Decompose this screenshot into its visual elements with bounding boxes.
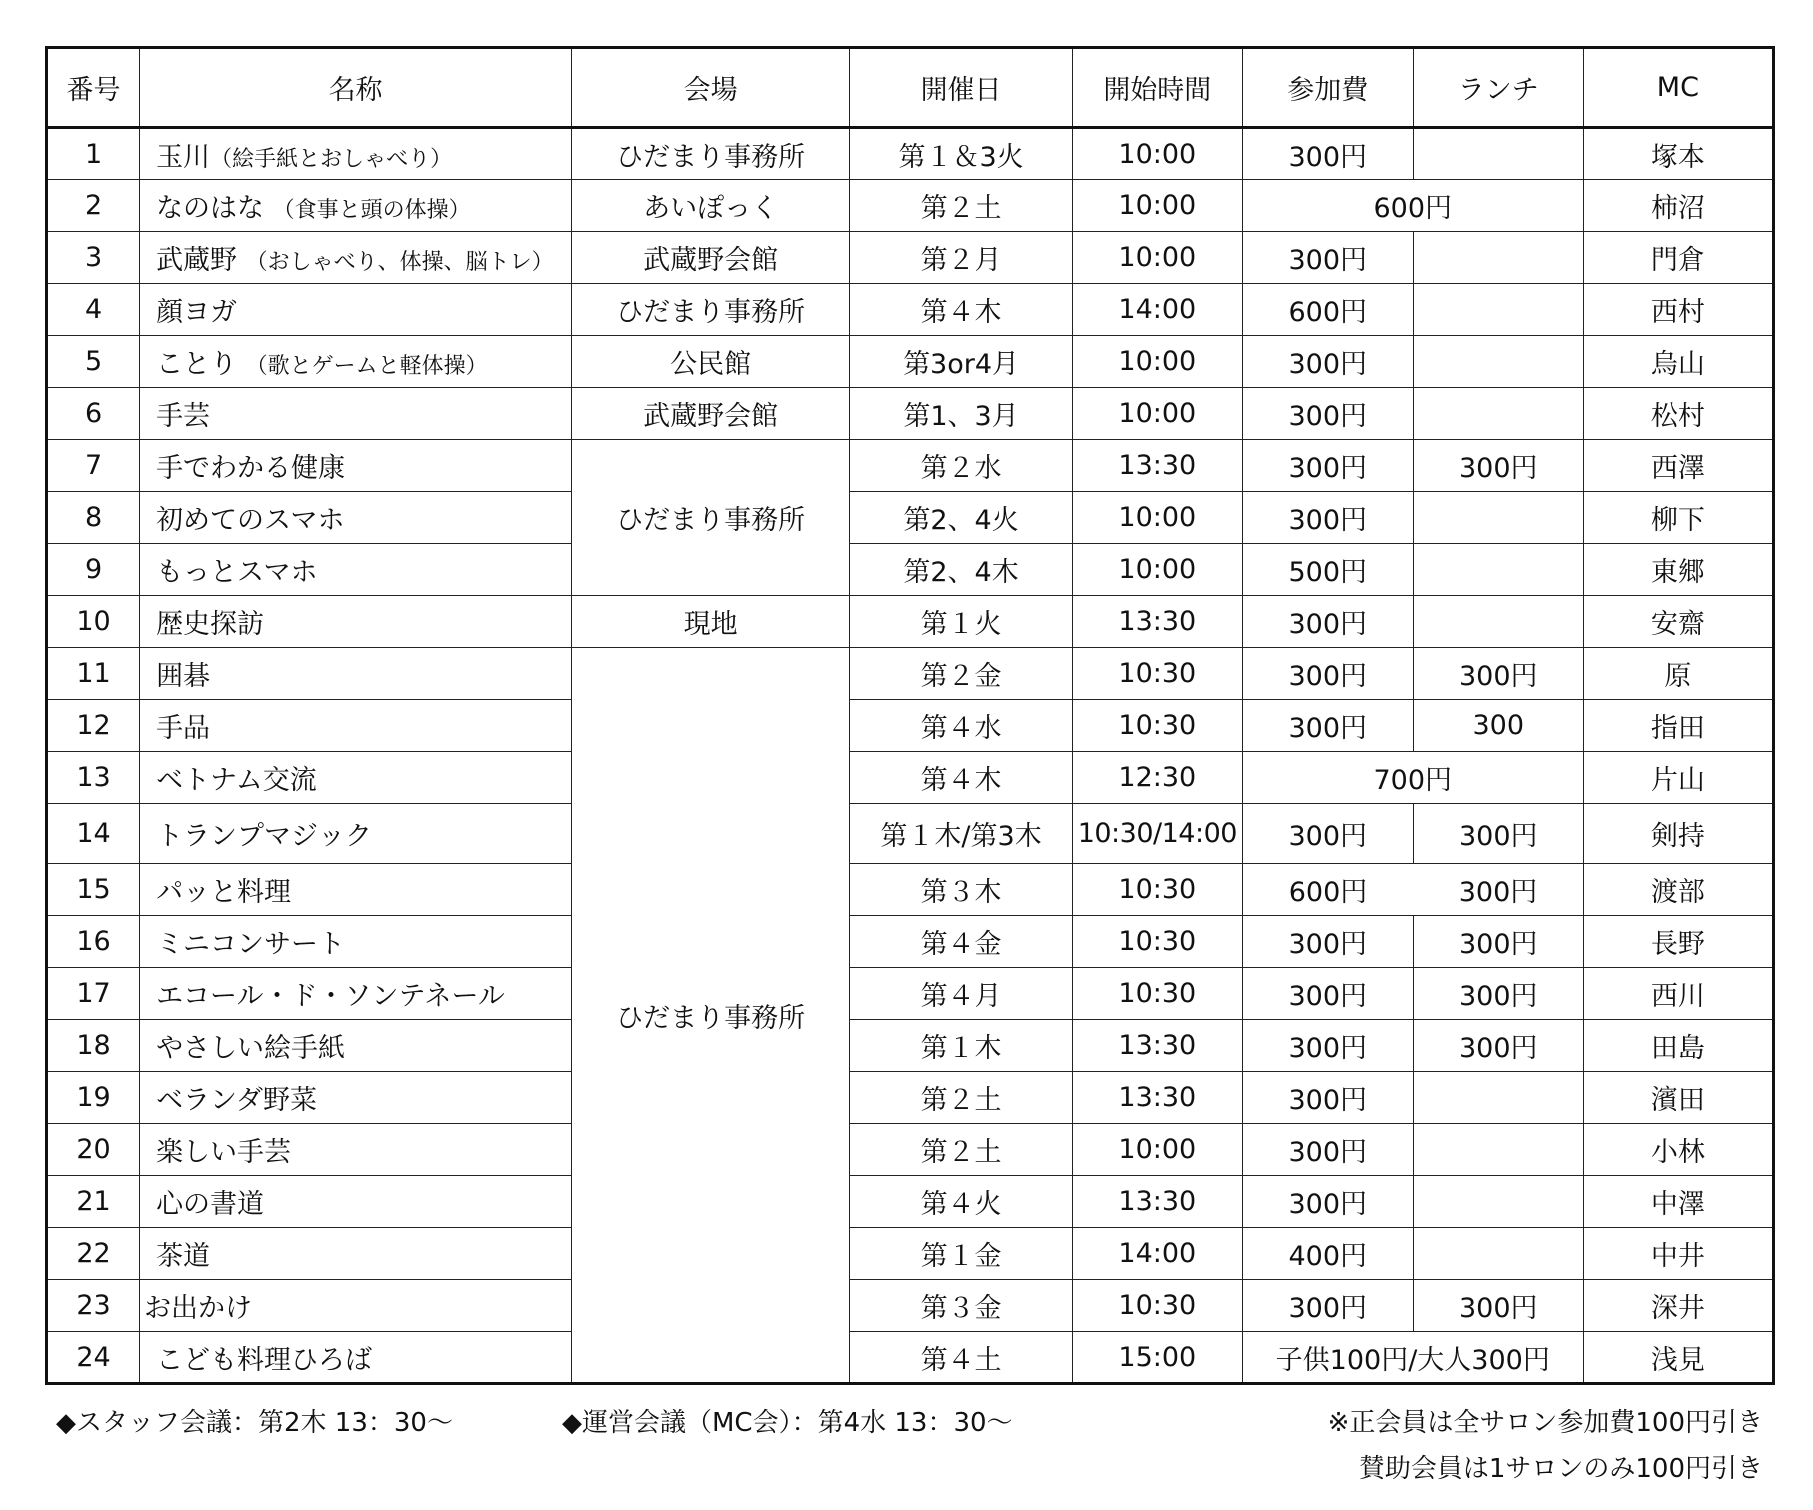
full-member-discount-note: ※正会員は全サロン参加費100円引き <box>1327 1408 1763 1438</box>
table-row <box>47 700 1774 752</box>
table-row <box>47 752 1774 804</box>
table-row <box>47 1124 1774 1176</box>
lunch <box>1413 284 1583 336</box>
lunch <box>1413 544 1583 596</box>
meeting-day: 第４金 <box>850 916 1073 968</box>
lunch: 300円 <box>1413 440 1583 492</box>
lunch <box>1413 128 1583 180</box>
meeting-day: 第４火 <box>850 1176 1073 1228</box>
row-number: 22 <box>47 1228 140 1280</box>
lunch: 300 <box>1413 700 1583 752</box>
row-number: 10 <box>47 596 140 648</box>
col-header-lunch: ランチ <box>1413 48 1583 128</box>
fee: 300円 <box>1242 916 1413 968</box>
table-row <box>47 1280 1774 1332</box>
col-header-time: 開始時間 <box>1072 48 1242 128</box>
start-time: 15:00 <box>1072 1332 1242 1384</box>
start-time: 10:00 <box>1072 180 1242 232</box>
meeting-day: 第２金 <box>850 648 1073 700</box>
start-time: 13:30 <box>1072 1072 1242 1124</box>
start-time: 13:30 <box>1072 596 1242 648</box>
lunch <box>1413 336 1583 388</box>
start-time: 10:30 <box>1072 916 1242 968</box>
table-row <box>47 1228 1774 1280</box>
fee-with-lunch: 子供100円/大人300円 <box>1242 1332 1583 1384</box>
table-row <box>47 232 1774 284</box>
salon-name: ベランダ野菜 <box>140 1072 572 1124</box>
start-time: 10:00 <box>1072 388 1242 440</box>
mc: 柳下 <box>1583 492 1773 544</box>
row-number: 19 <box>47 1072 140 1124</box>
mc: 烏山 <box>1583 336 1773 388</box>
venue: ひだまり事務所 <box>572 648 850 1384</box>
supporting-member-discount-note: 賛助会員は1サロンのみ100円引き <box>1358 1454 1763 1484</box>
row-number: 15 <box>47 864 140 916</box>
table-row <box>47 804 1774 864</box>
table-row <box>47 492 1774 544</box>
mc: 安齋 <box>1583 596 1773 648</box>
fee: 600円 <box>1242 864 1413 916</box>
meeting-day: 第3or4月 <box>850 336 1073 388</box>
fee: 300円 <box>1242 1020 1413 1072</box>
salon-name: ベトナム交流 <box>140 752 572 804</box>
start-time: 10:30 <box>1072 1280 1242 1332</box>
start-time: 10:00 <box>1072 232 1242 284</box>
salon-name-text: 武蔵野 <box>156 245 238 276</box>
salon-name-note: （食事と頭の体操） <box>272 198 471 223</box>
row-number: 12 <box>47 700 140 752</box>
mc: 田島 <box>1583 1020 1773 1072</box>
mc: 東郷 <box>1583 544 1773 596</box>
mc: 長野 <box>1583 916 1773 968</box>
meeting-day: 第２土 <box>850 1124 1073 1176</box>
fee: 300円 <box>1242 388 1413 440</box>
fee: 300円 <box>1242 1072 1413 1124</box>
lunch <box>1413 596 1583 648</box>
meeting-day: 第４水 <box>850 700 1073 752</box>
meeting-day: 第１木 <box>850 1020 1073 1072</box>
row-number: 24 <box>47 1332 140 1384</box>
start-time: 10:30/14:00 <box>1072 804 1242 864</box>
row-number: 4 <box>47 284 140 336</box>
mc: 浅見 <box>1583 1332 1773 1384</box>
venue: 武蔵野会館 <box>572 232 850 284</box>
row-number: 16 <box>47 916 140 968</box>
meeting-day: 第４土 <box>850 1332 1073 1384</box>
start-time: 14:00 <box>1072 1228 1242 1280</box>
mc: 原 <box>1583 648 1773 700</box>
venue: 現地 <box>572 596 850 648</box>
table-row <box>47 968 1774 1020</box>
mc: 小林 <box>1583 1124 1773 1176</box>
salon-name: 手でわかる健康 <box>140 440 572 492</box>
lunch <box>1413 1072 1583 1124</box>
lunch <box>1413 1176 1583 1228</box>
row-number: 13 <box>47 752 140 804</box>
row-number: 18 <box>47 1020 140 1072</box>
row-number: 14 <box>47 804 140 864</box>
mc: 塚本 <box>1583 128 1773 180</box>
mc: 柿沼 <box>1583 180 1773 232</box>
meeting-day: 第２月 <box>850 232 1073 284</box>
mc: 片山 <box>1583 752 1773 804</box>
row-number: 23 <box>47 1280 140 1332</box>
salon-name: もっとスマホ <box>140 544 572 596</box>
lunch <box>1413 1228 1583 1280</box>
salon-name <box>140 232 572 284</box>
lunch: 300円 <box>1413 1280 1583 1332</box>
fee: 300円 <box>1242 968 1413 1020</box>
row-number: 20 <box>47 1124 140 1176</box>
salon-name: 茶道 <box>140 1228 572 1280</box>
salon-name: 手品 <box>140 700 572 752</box>
start-time: 10:30 <box>1072 700 1242 752</box>
fee: 300円 <box>1242 1280 1413 1332</box>
meeting-day: 第１＆3火 <box>850 128 1073 180</box>
table-row <box>47 1176 1774 1228</box>
col-header-day: 開催日 <box>850 48 1073 128</box>
lunch: 300円 <box>1413 1020 1583 1072</box>
mc: 西澤 <box>1583 440 1773 492</box>
table-row <box>47 128 1774 180</box>
table-row <box>47 284 1774 336</box>
venue: ひだまり事務所 <box>572 128 850 180</box>
mc: 指田 <box>1583 700 1773 752</box>
meeting-day: 第４木 <box>850 284 1073 336</box>
table-row <box>47 388 1774 440</box>
meeting-day: 第１金 <box>850 1228 1073 1280</box>
row-number: 5 <box>47 336 140 388</box>
col-header-mc: MC <box>1583 48 1773 128</box>
meeting-day: 第２土 <box>850 180 1073 232</box>
fee-with-lunch: 600円 <box>1242 180 1583 232</box>
venue: ひだまり事務所 <box>572 440 850 596</box>
table-row <box>47 916 1774 968</box>
salon-name: トランプマジック <box>140 804 572 864</box>
start-time: 10:00 <box>1072 1124 1242 1176</box>
fee: 300円 <box>1242 1176 1413 1228</box>
staff-meeting-note: ◆スタッフ会議：第2木 13：30〜 <box>56 1408 453 1438</box>
table-row <box>47 180 1774 232</box>
mc: 中井 <box>1583 1228 1773 1280</box>
salon-name: 歴史探訪 <box>140 596 572 648</box>
mc: 濱田 <box>1583 1072 1773 1124</box>
table-row <box>47 544 1774 596</box>
start-time: 13:30 <box>1072 440 1242 492</box>
col-header-name: 名称 <box>140 48 572 128</box>
salon-name <box>140 180 572 232</box>
meeting-day: 第２水 <box>850 440 1073 492</box>
salon-name: エコール・ド・ソンテネール <box>140 968 572 1020</box>
salon-name: 手芸 <box>140 388 572 440</box>
fee: 300円 <box>1242 336 1413 388</box>
salon-name: やさしい絵手紙 <box>140 1020 572 1072</box>
table-row <box>47 648 1774 700</box>
lunch <box>1413 492 1583 544</box>
table-row <box>47 1332 1774 1384</box>
start-time: 13:30 <box>1072 1020 1242 1072</box>
meeting-day: 第３金 <box>850 1280 1073 1332</box>
mc: 渡部 <box>1583 864 1773 916</box>
mc: 深井 <box>1583 1280 1773 1332</box>
fee: 300円 <box>1242 440 1413 492</box>
col-header-fee: 参加費 <box>1242 48 1413 128</box>
start-time: 10:00 <box>1072 544 1242 596</box>
salon-name: 心の書道 <box>140 1176 572 1228</box>
row-number: 2 <box>47 180 140 232</box>
salon-schedule-table <box>45 46 1775 1385</box>
salon-name-note: （歌とゲームと軽体操） <box>245 354 488 379</box>
col-header-no: 番号 <box>47 48 140 128</box>
mc: 松村 <box>1583 388 1773 440</box>
fee: 400円 <box>1242 1228 1413 1280</box>
salon-name <box>140 128 572 180</box>
table-row <box>47 864 1774 916</box>
meeting-day: 第１木/第3木 <box>850 804 1073 864</box>
table-row <box>47 1020 1774 1072</box>
row-number: 21 <box>47 1176 140 1228</box>
salon-name: ミニコンサート <box>140 916 572 968</box>
start-time: 10:00 <box>1072 128 1242 180</box>
fee: 300円 <box>1242 232 1413 284</box>
lunch: 300円 <box>1413 864 1583 916</box>
salon-name-text: なのはな <box>156 193 265 224</box>
salon-name-note: （絵手紙とおしゃべり） <box>210 146 453 172</box>
header-row <box>47 48 1774 128</box>
salon-name-text: ことり <box>156 349 238 380</box>
row-number: 9 <box>47 544 140 596</box>
lunch <box>1413 1124 1583 1176</box>
fee: 300円 <box>1242 492 1413 544</box>
start-time: 13:30 <box>1072 1176 1242 1228</box>
start-time: 10:30 <box>1072 864 1242 916</box>
lunch: 300円 <box>1413 916 1583 968</box>
lunch <box>1413 232 1583 284</box>
start-time: 10:30 <box>1072 968 1242 1020</box>
meeting-day: 第１火 <box>850 596 1073 648</box>
fee: 300円 <box>1242 700 1413 752</box>
fee: 300円 <box>1242 648 1413 700</box>
venue: 公民館 <box>572 336 850 388</box>
salon-name: こども料理ひろば <box>140 1332 572 1384</box>
mc: 中澤 <box>1583 1176 1773 1228</box>
meeting-day: 第2、4木 <box>850 544 1073 596</box>
management-meeting-note: ◆運営会議（MC会）：第4水 13：30〜 <box>562 1408 1013 1438</box>
meeting-day: 第４木 <box>850 752 1073 804</box>
lunch: 300円 <box>1413 804 1583 864</box>
start-time: 14:00 <box>1072 284 1242 336</box>
start-time: 12:30 <box>1072 752 1242 804</box>
row-number: 17 <box>47 968 140 1020</box>
venue: あいぽっく <box>572 180 850 232</box>
salon-name: お出かけ <box>140 1280 572 1332</box>
fee: 500円 <box>1242 544 1413 596</box>
fee: 300円 <box>1242 1124 1413 1176</box>
salon-name <box>140 336 572 388</box>
lunch <box>1413 388 1583 440</box>
start-time: 10:30 <box>1072 648 1242 700</box>
col-header-venue: 会場 <box>572 48 850 128</box>
mc: 剣持 <box>1583 804 1773 864</box>
start-time: 10:00 <box>1072 492 1242 544</box>
table-row <box>47 336 1774 388</box>
salon-name: 初めてのスマホ <box>140 492 572 544</box>
table-row <box>47 596 1774 648</box>
meeting-day: 第２土 <box>850 1072 1073 1124</box>
salon-name-note: （おしゃべり、体操、脳トレ） <box>245 250 554 275</box>
mc: 西川 <box>1583 968 1773 1020</box>
salon-name: 顔ヨガ <box>140 284 572 336</box>
row-number: 7 <box>47 440 140 492</box>
row-number: 6 <box>47 388 140 440</box>
fee: 300円 <box>1242 804 1413 864</box>
salon-name: 楽しい手芸 <box>140 1124 572 1176</box>
salon-name-text: 玉川 <box>156 141 211 173</box>
venue: 武蔵野会館 <box>572 388 850 440</box>
table-row <box>47 440 1774 492</box>
fee: 300円 <box>1242 128 1413 180</box>
table-row <box>47 1072 1774 1124</box>
row-number: 8 <box>47 492 140 544</box>
salon-name: 囲碁 <box>140 648 572 700</box>
start-time: 10:00 <box>1072 336 1242 388</box>
row-number: 11 <box>47 648 140 700</box>
lunch: 300円 <box>1413 648 1583 700</box>
fee-with-lunch: 700円 <box>1242 752 1583 804</box>
meeting-day: 第2、4火 <box>850 492 1073 544</box>
mc: 西村 <box>1583 284 1773 336</box>
meeting-day: 第４月 <box>850 968 1073 1020</box>
lunch: 300円 <box>1413 968 1583 1020</box>
meeting-day: 第1、3月 <box>850 388 1073 440</box>
meeting-day: 第３木 <box>850 864 1073 916</box>
venue: ひだまり事務所 <box>572 284 850 336</box>
row-number: 3 <box>47 232 140 284</box>
row-number: 1 <box>47 128 140 180</box>
salon-name: パッと料理 <box>140 864 572 916</box>
fee: 300円 <box>1242 596 1413 648</box>
fee: 600円 <box>1242 284 1413 336</box>
mc: 門倉 <box>1583 232 1773 284</box>
